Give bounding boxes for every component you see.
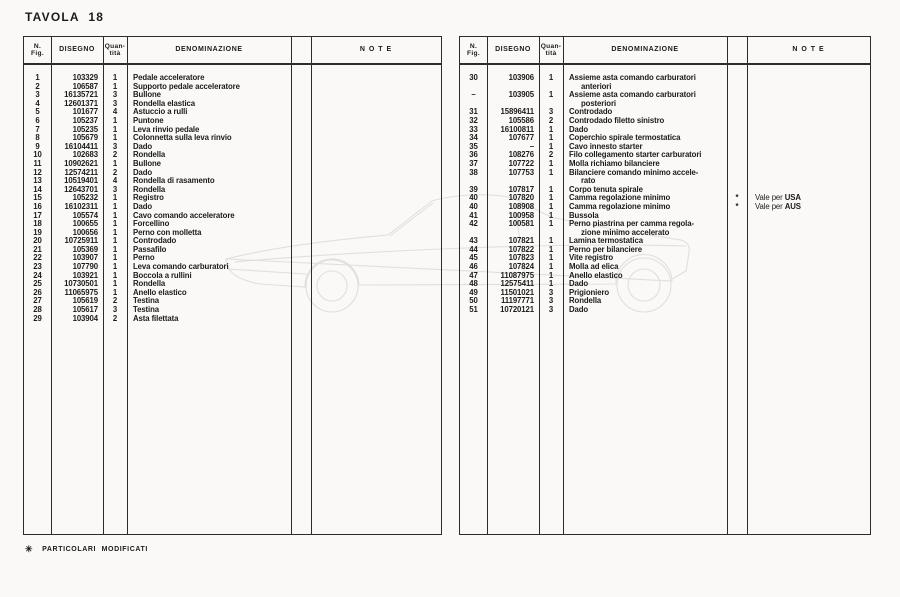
cell-fig: 34 [469, 133, 478, 143]
cell-fig: 5 [35, 107, 40, 117]
cell-qty: 3 [548, 296, 554, 306]
cell-denominazione: Anello elastico [569, 270, 623, 280]
cell-disegno: 100958 [508, 210, 534, 220]
cell-denominazione: Bussola [569, 210, 599, 220]
parts-table-left [23, 36, 442, 535]
table-body [460, 65, 870, 315]
cell-fig: 4 [35, 98, 40, 108]
col-header-disegno: DISEGNO [495, 46, 531, 54]
cell-denominazione: Testina [133, 296, 160, 306]
cell-denominazione: Bullone [133, 90, 161, 100]
cell-disegno: 11501021 [500, 287, 534, 297]
cell-fig: 29 [33, 313, 42, 323]
cell-qty: 1 [112, 262, 118, 272]
cell-fig: 10 [33, 150, 42, 160]
cell-disegno: 16104411 [64, 141, 98, 151]
cell-fig: 40 [469, 201, 478, 211]
cell-denominazione: Puntone [133, 115, 164, 125]
cell-qty: 1 [548, 90, 554, 100]
cell-denominazione: Passafilo [133, 244, 167, 254]
cell-denominazione: Bilanciere comando minimo accele- rato [569, 167, 699, 186]
cell-denominazione: Perno con molletta [133, 227, 202, 237]
cell-fig: 47 [469, 270, 478, 280]
cell-denominazione: Dado [569, 124, 589, 134]
cell-denominazione: Rondella [133, 279, 166, 289]
cell-qty: 1 [548, 210, 554, 220]
cell-fig: 12 [33, 167, 42, 177]
cell-fig: 6 [35, 115, 40, 125]
cell-star: * [735, 201, 739, 211]
cell-denominazione: Perno [133, 253, 155, 263]
col-header-denominazione: DENOMINAZIONE [175, 46, 243, 54]
cell-disegno: – [529, 141, 534, 151]
cell-qty: 1 [548, 201, 554, 211]
cell-fig: 38 [469, 167, 478, 177]
cell-fig: 37 [469, 158, 478, 168]
cell-fig: 11 [33, 158, 42, 168]
cell-disegno: 106587 [72, 81, 98, 91]
cell-disegno: 107821 [508, 236, 534, 246]
cell-qty: 1 [112, 253, 118, 263]
col-header-fig: N. Fig. [467, 42, 480, 57]
cell-denominazione: Camma regolazione minimo [569, 201, 671, 211]
cell-fig: 20 [33, 236, 42, 246]
cell-denominazione: Perno piastrina per camma regola- zione minimo accelerato [569, 219, 694, 237]
cell-qty: 2 [548, 150, 554, 160]
cell-fig: 22 [33, 253, 42, 263]
table-row [24, 315, 441, 324]
cell-denominazione: Molla richiamo bilanciere [569, 158, 660, 168]
col-header-qty: Quan- tità [540, 42, 562, 57]
col-header-denominazione: DENOMINAZIONE [611, 46, 679, 54]
col-header-qty: Quan- tità [104, 42, 126, 57]
cell-disegno: 107822 [508, 244, 534, 254]
cell-disegno: 12575411 [500, 279, 534, 289]
cell-denominazione: Leva comando carburatori [133, 262, 229, 272]
cell-disegno: 105679 [72, 133, 98, 143]
table-body [24, 65, 441, 323]
cell-disegno: 15896411 [500, 107, 534, 117]
cell-fig: 51 [469, 305, 478, 315]
cell-disegno: 16102311 [64, 201, 98, 211]
table-row [460, 91, 870, 108]
cell-qty: 1 [112, 227, 118, 237]
cell-fig: 42 [469, 219, 478, 229]
cell-star: * [735, 193, 739, 203]
cell-disegno: 107677 [508, 133, 534, 143]
cell-disegno: 107753 [508, 167, 534, 177]
cell-denominazione: Boccola a rullini [133, 270, 192, 280]
cell-denominazione: Corpo tenuta spirale [569, 184, 643, 194]
cell-fig: 30 [469, 73, 478, 82]
cell-disegno: 103921 [72, 270, 98, 280]
cell-denominazione: Leva rinvio pedale [133, 124, 200, 134]
table-row [460, 306, 870, 315]
cell-qty: 1 [548, 262, 554, 272]
cell-denominazione: Molla ad elica [569, 262, 619, 272]
cell-fig: 19 [33, 227, 42, 237]
cell-disegno: 105237 [72, 115, 98, 125]
cell-disegno: 107820 [508, 193, 534, 203]
cell-disegno: 103905 [508, 90, 534, 100]
table-row [460, 134, 870, 143]
cell-fig: 13 [33, 176, 42, 186]
cell-fig: 17 [33, 210, 42, 220]
cell-qty: 1 [548, 167, 554, 177]
footnote-text: PARTICOLARI MODIFICATI [42, 546, 148, 553]
cell-disegno: 10902621 [64, 158, 98, 168]
cell-fig: 41 [469, 210, 478, 220]
cell-disegno: 103906 [508, 73, 534, 82]
cell-qty: 2 [112, 167, 118, 177]
cell-disegno: 100655 [72, 219, 98, 229]
cell-denominazione: Cavo comando acceleratore [133, 210, 235, 220]
cell-disegno: 105619 [72, 296, 98, 306]
cell-note: Vale per USA [755, 193, 801, 203]
cell-disegno: 12643701 [64, 184, 98, 194]
cell-disegno: 107817 [508, 184, 534, 194]
cell-disegno: 108908 [508, 201, 534, 211]
cell-qty: 1 [548, 236, 554, 246]
cell-qty: 1 [548, 73, 554, 82]
cell-denominazione: Pedale acceleratore [133, 73, 205, 82]
cell-denominazione: Rondella [133, 184, 166, 194]
cell-denominazione: Cavo innesto starter [569, 141, 643, 151]
cell-qty: 1 [112, 279, 118, 289]
cell-qty: 1 [112, 236, 118, 246]
cell-fig: 31 [469, 107, 478, 117]
cell-denominazione: Astuccio a rulli [133, 107, 188, 117]
cell-denominazione: Rondella [133, 150, 166, 160]
cell-fig: 8 [35, 133, 40, 143]
cell-disegno: 102683 [72, 150, 98, 160]
cell-denominazione: Supporto pedale acceleratore [133, 81, 240, 91]
cell-qty: 1 [548, 193, 554, 203]
cell-disegno: 12574211 [64, 167, 98, 177]
cell-denominazione: Assieme asta comando carburatori posteriori [569, 90, 696, 108]
asterisk-icon: ✳ [25, 544, 34, 554]
cell-fig: 48 [469, 279, 478, 289]
cell-disegno: 107823 [508, 253, 534, 263]
page-title: TAVOLA 18 [25, 10, 105, 24]
cell-fig: 9 [35, 141, 40, 151]
cell-denominazione: Dado [569, 279, 589, 289]
cell-denominazione: Lamina termostatica [569, 236, 643, 246]
cell-disegno: 10720121 [500, 305, 534, 315]
cell-disegno: 107722 [508, 158, 534, 168]
cell-qty: 4 [112, 176, 118, 186]
cell-qty: 1 [112, 115, 118, 125]
cell-qty: 3 [112, 184, 118, 194]
cell-fig: 39 [469, 184, 478, 194]
table-row [460, 220, 870, 237]
cell-denominazione: Dado [569, 305, 589, 315]
cell-denominazione: Rondella elastica [133, 98, 196, 108]
col-header-fig: N. Fig. [31, 42, 44, 57]
parts-table-right [459, 36, 871, 535]
cell-denominazione: Assieme asta comando carburatori anteriori [569, 73, 696, 91]
cell-fig: 35 [469, 141, 478, 151]
cell-qty: 1 [112, 287, 118, 297]
cell-denominazione: Prigioniero [569, 287, 610, 297]
table-row [460, 169, 870, 186]
cell-qty: 3 [548, 305, 554, 315]
cell-fig: 23 [33, 262, 42, 272]
cell-fig: 14 [33, 184, 42, 194]
cell-note: Vale per AUS [755, 201, 801, 211]
cell-qty: 1 [548, 253, 554, 263]
cell-denominazione: Asta filettata [133, 313, 179, 323]
cell-qty: 1 [112, 219, 118, 229]
table-header-row [460, 37, 870, 65]
cell-disegno: 107790 [72, 262, 98, 272]
cell-disegno: 103329 [72, 73, 98, 82]
cell-disegno: 10730501 [64, 279, 98, 289]
cell-denominazione: Camma regolazione minimo [569, 193, 671, 203]
cell-qty: 1 [112, 201, 118, 211]
cell-qty: 1 [548, 158, 554, 168]
col-header-note: N O T E [359, 46, 393, 54]
cell-disegno: 16135721 [64, 90, 98, 100]
cell-disegno: 108276 [508, 150, 534, 160]
cell-fig: 49 [469, 287, 478, 297]
cell-disegno: 11065975 [64, 287, 98, 297]
cell-denominazione: Forcellino [133, 219, 170, 229]
cell-fig: 44 [469, 244, 478, 254]
cell-qty: 2 [548, 115, 554, 125]
cell-disegno: 105574 [72, 210, 98, 220]
cell-qty: 3 [548, 287, 554, 297]
cell-qty: 3 [112, 98, 118, 108]
cell-disegno: 105369 [72, 244, 98, 254]
cell-denominazione: Coperchio spirale termostatica [569, 133, 681, 143]
table-header-row [24, 37, 441, 65]
cell-fig: 28 [33, 305, 42, 315]
cell-fig: 50 [469, 296, 478, 306]
cell-qty: 1 [548, 244, 554, 254]
cell-fig: 32 [469, 115, 478, 125]
cell-qty: 4 [112, 107, 118, 117]
cell-fig: 27 [33, 296, 42, 306]
cell-denominazione: Perno per bilanciere [569, 244, 642, 254]
col-header-disegno: DISEGNO [59, 46, 95, 54]
cell-denominazione: Rondella [569, 296, 602, 306]
cell-fig: 33 [469, 124, 478, 134]
cell-fig: 3 [35, 90, 40, 100]
cell-qty: 2 [112, 296, 118, 306]
cell-qty: 3 [548, 107, 554, 117]
table-row [460, 74, 870, 91]
cell-qty: 3 [112, 141, 118, 151]
cell-disegno: 10519401 [64, 176, 98, 186]
cell-fig: 45 [469, 253, 478, 263]
cell-denominazione: Controdado filetto sinistro [569, 115, 665, 125]
footnote [25, 544, 148, 555]
cell-qty: 3 [112, 305, 118, 315]
cell-fig: 46 [469, 262, 478, 272]
cell-fig: 26 [33, 287, 42, 297]
cell-disegno: 100581 [508, 219, 534, 229]
cell-fig: 1 [35, 73, 40, 82]
cell-denominazione: Controdado [569, 107, 613, 117]
cell-qty: 1 [112, 270, 118, 280]
cell-disegno: 103904 [72, 313, 98, 323]
cell-qty: 2 [112, 150, 118, 160]
cell-qty: 1 [548, 124, 554, 134]
cell-qty: 1 [112, 133, 118, 143]
cell-denominazione: Registro [133, 193, 164, 203]
cell-denominazione: Colonnetta sulla leva rinvio [133, 133, 232, 143]
cell-disegno: 105617 [72, 305, 98, 315]
cell-denominazione: Vite registro [569, 253, 614, 263]
cell-disegno: 16100811 [500, 124, 534, 134]
cell-disegno: 11197771 [500, 296, 534, 306]
cell-disegno: 100656 [72, 227, 98, 237]
cell-qty: 2 [112, 313, 118, 323]
cell-denominazione: Anello elastico [133, 287, 187, 297]
cell-qty: 1 [112, 158, 118, 168]
cell-fig: 16 [33, 201, 42, 211]
cell-fig: 40 [469, 193, 478, 203]
cell-disegno: 105232 [72, 193, 98, 203]
cell-disegno: 103907 [72, 253, 98, 263]
cell-disegno: 105586 [508, 115, 534, 125]
cell-qty: 1 [112, 73, 118, 82]
cell-fig: 15 [33, 193, 42, 203]
cell-qty: 1 [112, 210, 118, 220]
cell-disegno: 11087975 [500, 270, 534, 280]
col-header-note: N O T E [792, 46, 825, 54]
cell-qty: 1 [112, 124, 118, 134]
cell-fig: 25 [33, 279, 42, 289]
cell-fig: 7 [35, 124, 40, 134]
cell-denominazione: Filo collegamento starter carburatori [569, 150, 702, 160]
cell-fig: – [471, 90, 476, 100]
cell-fig: 21 [33, 244, 42, 254]
cell-disegno: 105235 [72, 124, 98, 134]
cell-denominazione: Dado [133, 167, 153, 177]
cell-disegno: 12601371 [64, 98, 98, 108]
cell-denominazione: Controdado [133, 236, 177, 246]
cell-denominazione: Dado [133, 201, 153, 211]
cell-disegno: 10725911 [64, 236, 98, 246]
cell-fig: 43 [469, 236, 478, 246]
cell-qty: 3 [112, 90, 118, 100]
cell-denominazione: Rondella di rasamento [133, 176, 215, 186]
cell-qty: 1 [112, 244, 118, 254]
cell-fig: 24 [33, 270, 42, 280]
cell-disegno: 101677 [72, 107, 98, 117]
cell-qty: 1 [548, 270, 554, 280]
cell-qty: 1 [548, 279, 554, 289]
cell-qty: 1 [548, 133, 554, 143]
cell-fig: 2 [35, 81, 40, 91]
cell-qty: 1 [548, 219, 554, 229]
cell-qty: 1 [112, 193, 118, 203]
cell-fig: 18 [33, 219, 42, 229]
cell-denominazione: Testina [133, 305, 160, 315]
cell-qty: 1 [112, 81, 118, 91]
cell-qty: 1 [548, 184, 554, 194]
cell-denominazione: Bullone [133, 158, 161, 168]
cell-denominazione: Dado [133, 141, 153, 151]
cell-fig: 36 [469, 150, 478, 160]
cell-disegno: 107824 [508, 262, 534, 272]
cell-qty: 1 [548, 141, 554, 151]
